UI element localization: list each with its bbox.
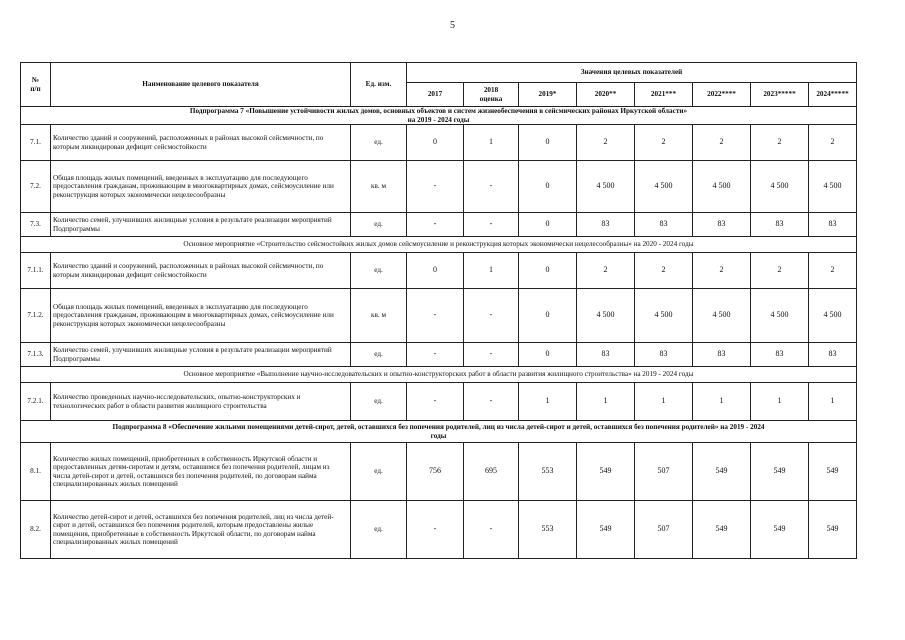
indicator-name: Количество семей, улучшивших жилищные условия в результате реализации мероприятий Подпрограммы (51, 213, 351, 237)
indicator-value: 83 (635, 343, 693, 367)
indicator-value: 2 (751, 125, 809, 161)
table-body (21, 107, 857, 559)
indicator-value: 83 (809, 343, 857, 367)
indicator-value: 549 (577, 501, 635, 559)
indicator-value: - (464, 501, 519, 559)
target-indicators-table (20, 62, 857, 559)
indicator-name: Количество детей-сирот и детей, оставшихся без попечения родителей, лиц из числа детей-сирот и детей, оставшихся без попечения родителей, которым предоставлены жилые помещения, приобретенные в собственность Иркутской области, по договорам найма специализированных жилых помещений (51, 501, 351, 559)
subprogram-heading-row (21, 421, 857, 443)
indicator-value: - (407, 289, 464, 343)
header-year: 2018 оценка (464, 83, 519, 107)
indicator-value: - (464, 383, 519, 421)
page-number: 5 (450, 20, 455, 31)
indicator-value: 0 (519, 125, 577, 161)
subprogram-heading: Подпрограмма 7 «Повышение устойчивости жилых домов, основных объектов и систем жизнеобеспечения в сейсмических районах Иркутской области» на 2019 - 2024 годы (21, 107, 857, 125)
indicator-value: 549 (751, 443, 809, 501)
indicator-value: 2 (635, 125, 693, 161)
indicator-value: 83 (809, 213, 857, 237)
indicator-value: 549 (693, 443, 751, 501)
indicator-value: 507 (635, 443, 693, 501)
header-year: 2019* (519, 83, 577, 107)
header-year: 2021*** (635, 83, 693, 107)
indicator-value: 4 500 (577, 161, 635, 213)
header-name: Наименование целевого показателя (51, 63, 351, 107)
indicator-value: 0 (519, 289, 577, 343)
indicator-value: 2 (577, 125, 635, 161)
indicator-name: Общая площадь жилых помещений, введенных в эксплуатацию для последующего предоставления гражданам, проживающим в многоквартирных домах, сейсмоусиление или реконструкция которых экономически нецелесообразны (51, 161, 351, 213)
indicator-number: 7.1.1. (21, 253, 51, 289)
indicator-value: - (407, 383, 464, 421)
header-year: 2020** (577, 83, 635, 107)
indicator-row (21, 161, 857, 213)
indicator-unit: ед. (351, 343, 407, 367)
header-unit: Ед. изм. (351, 63, 407, 107)
indicator-value: 4 500 (577, 289, 635, 343)
indicator-number: 7.1.2. (21, 289, 51, 343)
indicator-value: 549 (577, 443, 635, 501)
subprogram-heading-row (21, 107, 857, 125)
indicator-value: 2 (693, 253, 751, 289)
indicator-value: - (407, 501, 464, 559)
indicator-value: 4 500 (635, 289, 693, 343)
indicator-value: 4 500 (751, 161, 809, 213)
indicator-name: Количество зданий и сооружений, расположенных в районах высокой сейсмичности, по которым ликвидирован дефицит сейсмостойкости (51, 253, 351, 289)
main-activity-heading: Основное мероприятие «Выполнение научно-исследовательских и опытно-конструкторских работ в области развития жилищного строительства» на 2019 - 2024 годы (21, 367, 857, 383)
indicator-value: 0 (519, 161, 577, 213)
indicator-value: 2 (693, 125, 751, 161)
header-values-group: Значения целевых показателей (407, 63, 857, 83)
indicator-unit: ед. (351, 253, 407, 289)
indicator-unit: ед. (351, 443, 407, 501)
indicator-number: 8.1. (21, 443, 51, 501)
indicator-value: 0 (407, 253, 464, 289)
indicator-unit: ед. (351, 383, 407, 421)
indicator-value: 549 (809, 443, 857, 501)
indicator-name: Количество зданий и сооружений, расположенных в районах высокой сейсмичности, по которым ликвидирован дефицит сейсмостойкости (51, 125, 351, 161)
indicator-value: - (407, 161, 464, 213)
indicator-number: 7.2.1. (21, 383, 51, 421)
indicator-value: 2 (635, 253, 693, 289)
indicator-row (21, 289, 857, 343)
indicator-value: 1 (635, 383, 693, 421)
indicator-value: - (464, 289, 519, 343)
indicator-unit: кв. м (351, 161, 407, 213)
indicator-value: 1 (577, 383, 635, 421)
indicator-value: 1 (809, 383, 857, 421)
indicator-number: 8.2. (21, 501, 51, 559)
indicator-name: Количество проведенных научно-исследовательских, опытно-конструкторских и технологических работ в области развития жилищного строительства (51, 383, 351, 421)
indicator-value: - (464, 213, 519, 237)
header-year: 2022**** (693, 83, 751, 107)
main-activity-heading-row (21, 237, 857, 253)
indicator-value: 1 (464, 125, 519, 161)
indicator-value: 507 (635, 501, 693, 559)
indicator-number: 7.3. (21, 213, 51, 237)
indicator-value: - (464, 343, 519, 367)
indicator-number: 7.1. (21, 125, 51, 161)
indicator-value: 4 500 (693, 289, 751, 343)
indicator-value: 695 (464, 443, 519, 501)
indicator-value: 0 (407, 125, 464, 161)
indicator-unit: ед. (351, 213, 407, 237)
indicator-value: 0 (519, 253, 577, 289)
indicator-value: 0 (519, 213, 577, 237)
indicator-value: 1 (464, 253, 519, 289)
indicator-value: 549 (751, 501, 809, 559)
main-activity-heading-row (21, 367, 857, 383)
indicator-value: 1 (693, 383, 751, 421)
indicator-value: 2 (809, 253, 857, 289)
indicator-unit: кв. м (351, 289, 407, 343)
indicator-value: - (407, 213, 464, 237)
indicator-value: 83 (577, 213, 635, 237)
indicator-value: 4 500 (635, 161, 693, 213)
subprogram-heading: Подпрограмма 8 «Обеспечение жильими помещениями детей-сирот, детей, оставшихся без попечения родителей, лиц из числа детей-сирот и детей, оставшихся без попечения родителей» на 2019 - 2024 годы (21, 421, 857, 443)
indicator-value: 553 (519, 501, 577, 559)
indicator-value: 553 (519, 443, 577, 501)
indicator-value: 4 500 (809, 289, 857, 343)
indicator-value: 4 500 (751, 289, 809, 343)
indicator-value: 2 (751, 253, 809, 289)
indicator-value: 1 (519, 383, 577, 421)
indicator-value: 83 (577, 343, 635, 367)
indicator-value: 756 (407, 443, 464, 501)
indicator-value: 1 (751, 383, 809, 421)
header-year: 2023***** (751, 83, 809, 107)
header-year: 2024***** (809, 83, 857, 107)
indicator-value: 0 (519, 343, 577, 367)
indicator-value: 4 500 (809, 161, 857, 213)
indicator-row (21, 383, 857, 421)
indicator-value: 83 (751, 343, 809, 367)
indicator-name: Количество жилых помещений, приобретенных в собственность Иркутской области и предоставленных детям-сиротам и детям, оставшимся без попечения родителей, лицам из числа детей-сирот и детей, оставшихся без попечения родителей, по договорам найма специализированных жилых помещений (51, 443, 351, 501)
header-num: № п/п (21, 63, 51, 107)
indicator-value: 83 (751, 213, 809, 237)
indicator-name: Количество семей, улучшивших жилищные условия в результате реализации мероприятий Подпрограммы (51, 343, 351, 367)
indicator-row (21, 253, 857, 289)
indicator-unit: ед. (351, 125, 407, 161)
indicator-number: 7.1.3. (21, 343, 51, 367)
indicator-unit: ед. (351, 501, 407, 559)
indicator-value: 2 (809, 125, 857, 161)
main-activity-heading: Основное мероприятие «Строительство сейсмостойких жилых домов сейсмоусиление и реконструкция которых экономически нецелесообразны» на 2020 - 2024 годы (21, 237, 857, 253)
indicator-value: - (407, 343, 464, 367)
header-year: 2017 (407, 83, 464, 107)
indicator-row (21, 501, 857, 559)
indicator-value: 549 (693, 501, 751, 559)
indicator-number: 7.2. (21, 161, 51, 213)
indicator-value: 83 (693, 343, 751, 367)
indicator-value: 4 500 (693, 161, 751, 213)
indicator-value: - (464, 161, 519, 213)
indicator-value: 83 (635, 213, 693, 237)
indicator-row (21, 443, 857, 501)
indicator-row (21, 343, 857, 367)
indicator-value: 549 (809, 501, 857, 559)
indicator-name: Общая площадь жилых помещений, введенных в эксплуатацию для последующего предоставления гражданам, проживающим в многоквартирных домах, сейсмоусиление или реконструкция которых экономически нецелесообразны (51, 289, 351, 343)
header-row-top (21, 63, 857, 83)
indicator-row (21, 125, 857, 161)
indicator-row (21, 213, 857, 237)
indicator-value: 2 (577, 253, 635, 289)
indicator-value: 83 (693, 213, 751, 237)
